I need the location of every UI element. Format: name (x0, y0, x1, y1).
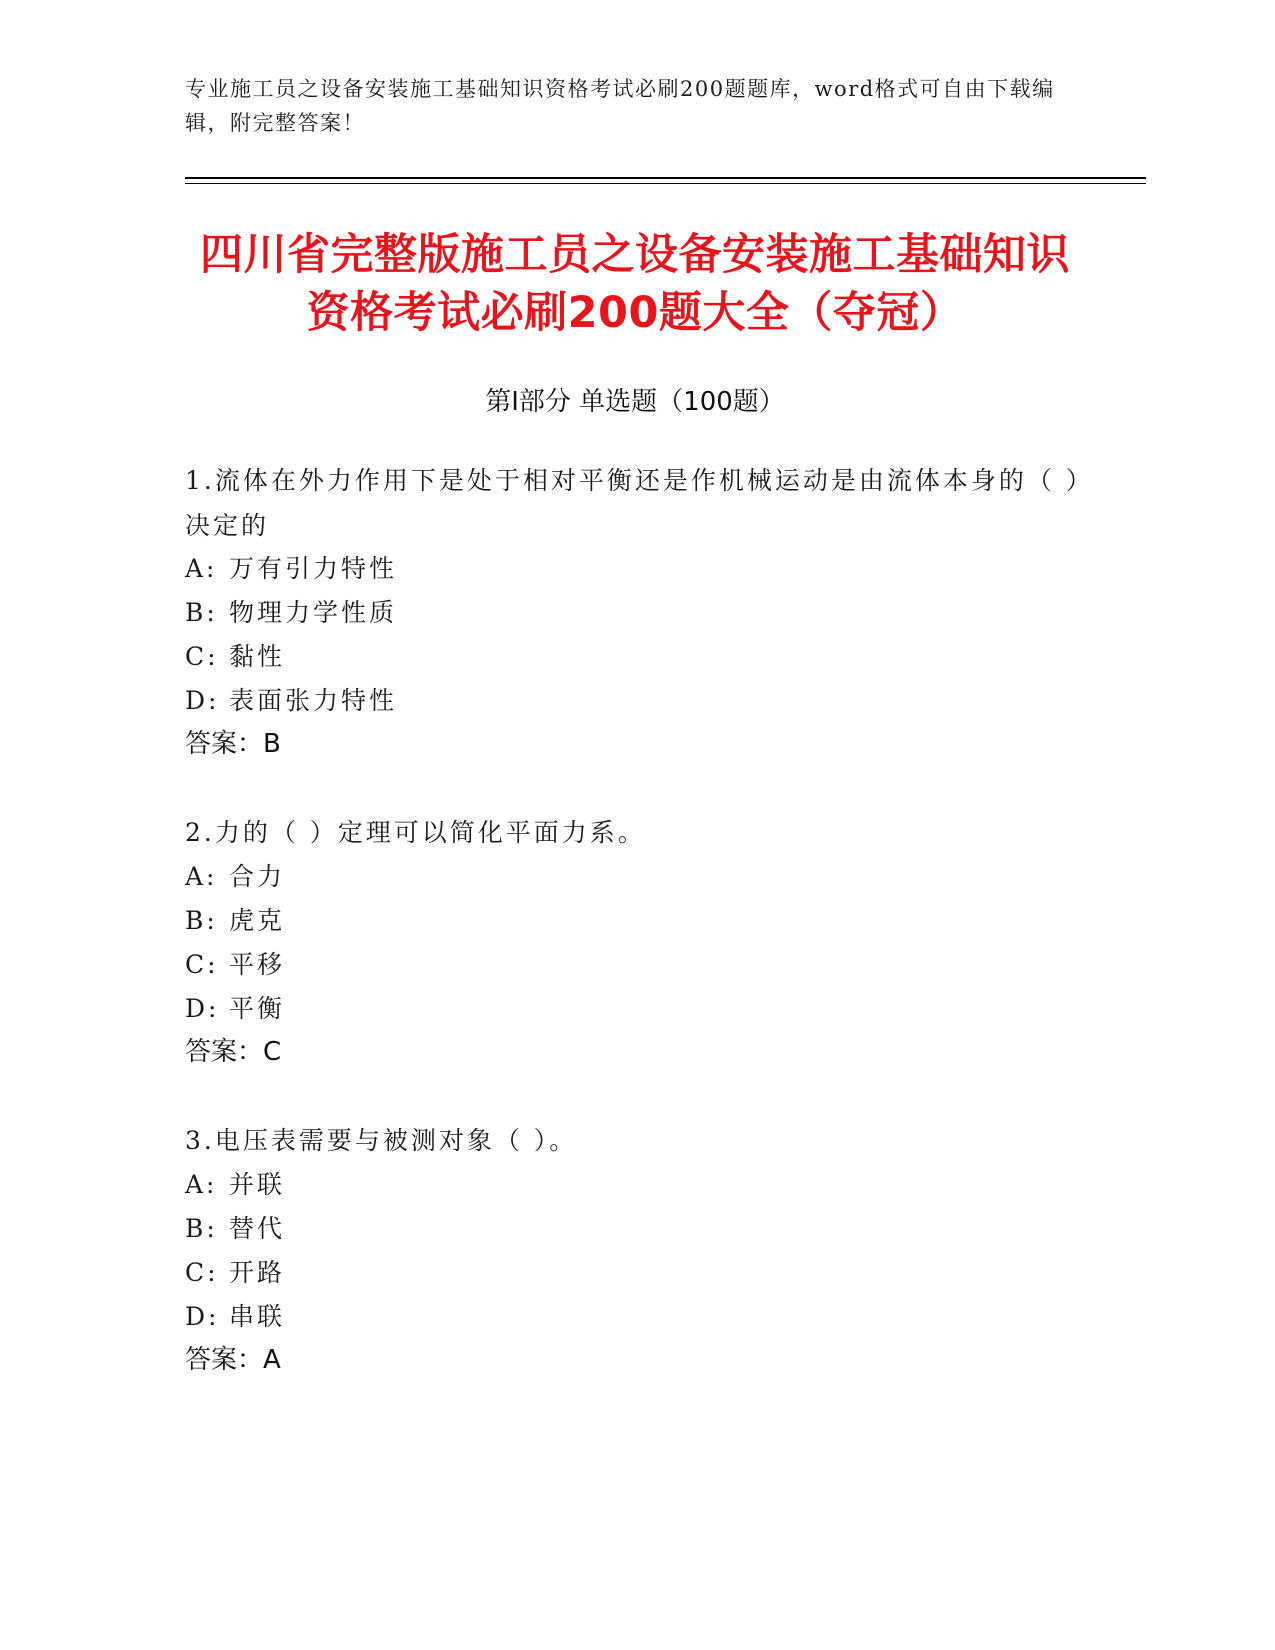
option-text: 物理力学性质 (229, 598, 398, 627)
option-d (185, 1294, 1085, 1339)
option-letter: A: (185, 1170, 218, 1199)
header-divider-thin (185, 183, 1146, 184)
option-c (185, 942, 1085, 987)
option-text: 串联 (229, 1302, 286, 1331)
option-b (185, 1206, 1085, 1251)
option-d (185, 678, 1085, 723)
option-text: 开路 (229, 1258, 286, 1287)
header-divider-thick (185, 177, 1146, 179)
answer-line: 答案：C (185, 1037, 282, 1067)
option-letter: D: (185, 1302, 220, 1331)
answer-line: 答案：A (185, 1345, 281, 1375)
option-text: 替代 (229, 1214, 286, 1243)
option-letter: A: (185, 554, 218, 583)
option-text: 虎克 (229, 906, 286, 935)
option-text: 合力 (229, 862, 286, 891)
option-text: 黏性 (229, 642, 286, 671)
question-text: 1.流体在外力作用下是处于相对平衡还是作机械运动是由流体本身的（ ）决定的 (185, 466, 1082, 540)
option-text: 表面张力特性 (229, 686, 398, 715)
option-b (185, 590, 1085, 635)
option-text: 平移 (229, 950, 286, 979)
question-text: 3.电压表需要与被测对象（ ）。 (185, 1126, 578, 1155)
option-b (185, 898, 1085, 943)
option-letter: B: (185, 598, 218, 627)
option-a (185, 546, 1085, 591)
option-c (185, 634, 1085, 679)
option-text: 并联 (229, 1170, 286, 1199)
option-d (185, 986, 1085, 1031)
option-c (185, 1250, 1085, 1295)
section-heading: 第Ⅰ部分 单选题（100题） (485, 387, 785, 417)
option-letter: C: (185, 642, 219, 671)
option-a (185, 1162, 1085, 1207)
option-text: 万有引力特性 (229, 554, 398, 583)
option-letter: B: (185, 906, 218, 935)
option-a (185, 854, 1085, 899)
answer-line: 答案：B (185, 729, 281, 759)
option-letter: C: (185, 950, 219, 979)
option-letter: A: (185, 862, 218, 891)
option-letter: B: (185, 1214, 218, 1243)
document-title: 四川省完整版施工员之设备安装施工基础知识资格考试必刷200题大全（夺冠） (200, 230, 1070, 338)
option-letter: C: (185, 1258, 219, 1287)
question-text: 2.力的（ ）定理可以简化平面力系。 (185, 818, 646, 847)
option-letter: D: (185, 686, 220, 715)
option-letter: D: (185, 994, 220, 1023)
option-text: 平衡 (229, 994, 286, 1023)
header-note: 专业施工员之设备安装施工基础知识资格考试必刷200题题库，word格式可自由下载编辑，附完整答案！ (185, 77, 1055, 135)
